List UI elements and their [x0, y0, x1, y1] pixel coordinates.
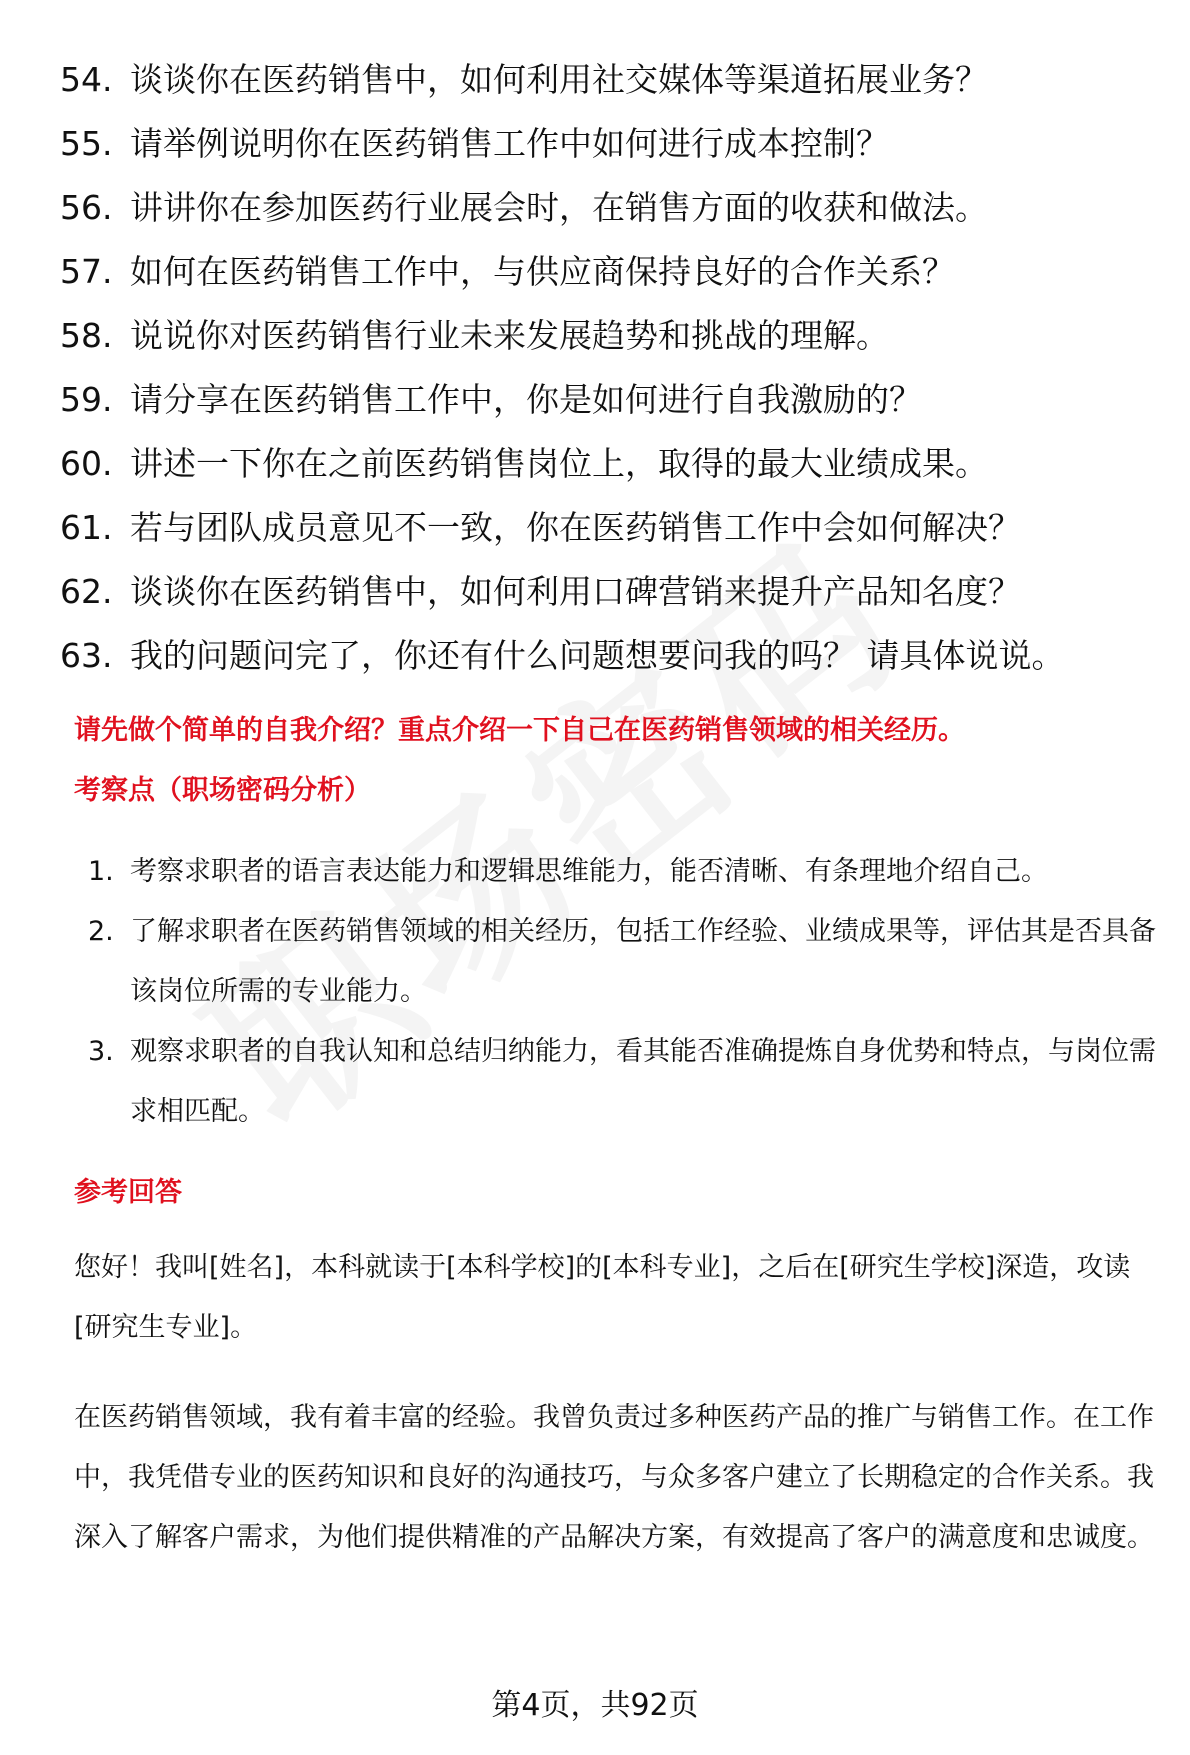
- question-item: [60, 624, 1160, 688]
- question-number: 56.: [60, 188, 113, 227]
- question-number: 55.: [60, 124, 113, 163]
- question-item: [60, 176, 1160, 240]
- focus-point-number: 3.: [88, 1036, 114, 1067]
- question-number: 61.: [60, 508, 113, 547]
- focus-point-number: 1.: [88, 856, 114, 887]
- question-item: [60, 112, 1160, 176]
- question-item: [60, 304, 1160, 368]
- question-number: 62.: [60, 572, 113, 611]
- question-item: [60, 48, 1160, 112]
- focus-point-item: [88, 902, 1158, 1022]
- question-text: 我的问题问完了，你还有什么问题想要问我的吗？ 请具体说说。: [130, 636, 1065, 675]
- focus-points-list: [88, 842, 1158, 1142]
- answer-paragraph: 在医药销售领域，我有着丰富的经验。我曾负责过多种医药产品的推广与销售工作。在工作中，我凭借专业的医药知识和良好的沟通技巧，与众多客户建立了长期稳定的合作关系。我深入了解客户需求，为他们提供精准的产品解决方案，有效提高了客户的满意度和忠诚度。: [74, 1402, 1154, 1553]
- question-text: 请分享在医药销售工作中，你是如何进行自我激励的？: [130, 380, 922, 419]
- question-text: 讲述一下你在之前医药销售岗位上，取得的最大业绩成果。: [130, 444, 988, 483]
- question-text: 请举例说明你在医药销售工作中如何进行成本控制？: [130, 124, 889, 163]
- question-number: 60.: [60, 444, 113, 483]
- focus-point-text: 观察求职者的自我认知和总结归纳能力，看其能否准确提炼自身优势和特点，与岗位需求相匹配。: [130, 1036, 1156, 1127]
- question-number: 59.: [60, 380, 113, 419]
- question-text: 如何在医药销售工作中，与供应商保持良好的合作关系？: [130, 252, 955, 291]
- question-number: 57.: [60, 252, 113, 291]
- focus-points-heading: 考察点（职场密码分析）: [74, 775, 371, 806]
- question-list: [60, 48, 1160, 688]
- question-number: 58.: [60, 316, 113, 355]
- question-item: [60, 368, 1160, 432]
- focus-point-number: 2.: [88, 916, 114, 947]
- page-number: 第4页，共92页: [491, 1688, 699, 1723]
- question-item: [60, 432, 1160, 496]
- question-text: 谈谈你在医药销售中，如何利用社交媒体等渠道拓展业务？: [130, 60, 988, 99]
- focus-point-item: [88, 842, 1158, 902]
- question-text: 说说你对医药销售行业未来发展趋势和挑战的理解。: [130, 316, 889, 355]
- question-text: 谈谈你在医药销售中，如何利用口碑营销来提升产品知名度？: [130, 572, 1021, 611]
- question-number: 63.: [60, 636, 113, 675]
- question-text: 若与团队成员意见不一致，你在医药销售工作中会如何解决？: [130, 508, 1021, 547]
- question-item: [60, 560, 1160, 624]
- focus-point-text: 了解求职者在医药销售领域的相关经历，包括工作经验、业绩成果等，评估其是否具备该岗位所需的专业能力。: [130, 916, 1156, 1007]
- question-item: [60, 240, 1160, 304]
- question-number: 54.: [60, 60, 113, 99]
- answer-paragraph: 您好！我叫[姓名]，本科就读于[本科学校]的[本科专业]，之后在[研究生学校]深造，攻读[研究生专业]。: [74, 1252, 1131, 1343]
- question-text: 讲讲你在参加医药行业展会时，在销售方面的收获和做法。: [130, 188, 988, 227]
- focus-point-text: 考察求职者的语言表达能力和逻辑思维能力，能否清晰、有条理地介绍自己。: [130, 856, 1048, 887]
- reference-answer-heading: 参考回答: [74, 1177, 182, 1208]
- interview-question-heading: 请先做个简单的自我介绍？重点介绍一下自己在医药销售领域的相关经历。: [74, 715, 965, 746]
- question-item: [60, 496, 1160, 560]
- focus-point-item: [88, 1022, 1158, 1142]
